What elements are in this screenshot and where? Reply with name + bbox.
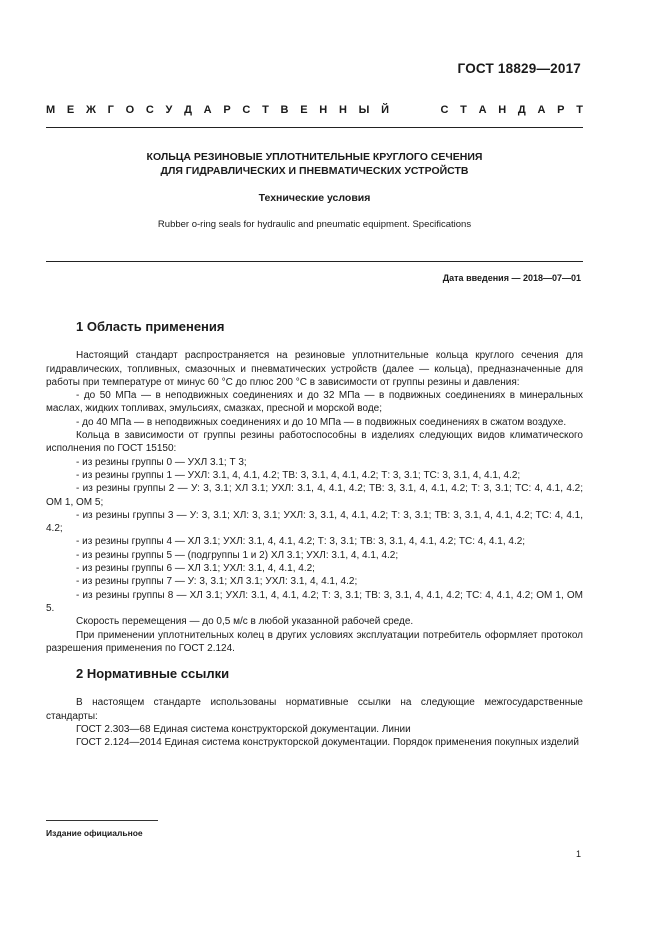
section-2-paragraph: ГОСТ 2.124—2014 Единая система конструкторской документации. Порядок применения покупных изделий — [76, 737, 579, 749]
introduction-date: Дата введения — 2018—07—01 — [442, 273, 581, 283]
banner-letter: Р — [557, 104, 565, 116]
title-line-1: КОЛЬЦА РЕЗИНОВЫЕ УПЛОТНИТЕЛЬНЫЕ КРУГЛОГО СЕЧЕНИЯ — [146, 151, 483, 163]
section-1-paragraph: При применении уплотнительных колец в других условиях эксплуатации потребитель оформляет протокол разрешения применения по ГОСТ 2.124. — [46, 629, 583, 654]
section-1-paragraph: Настоящий стандарт распространяется на резиновые уплотнительные кольца круглого сечения для гидравлических, топливных, смазочных и пневматических устройств (далее — кольца), предназначенные для работы при температуре от минус 60 °С до плюс 200 °С в зависимости от группы резины и давления: — [46, 350, 583, 388]
banner-word-gap — [401, 104, 429, 116]
banner-letter: У — [165, 104, 173, 116]
banner-letter: Д — [517, 104, 526, 116]
section-1-paragraph: - из резины группы 1 — УХЛ: 3.1, 4, 4.1, 4.2; ТВ: 3, 3.1, 4, 4.1, 4.2; Т: 3, 3.1; ТС: 3, 3.1, 4, 4.1, 4.2; — [76, 469, 521, 481]
footer-divider — [46, 820, 158, 821]
banner-letter: А — [478, 104, 487, 116]
banner-letter: М — [46, 104, 56, 116]
banner-letter: Ж — [85, 104, 96, 116]
banner-letter: Т — [262, 104, 269, 116]
section-2-paragraph: В настоящем стандарте использованы нормативные ссылки на следующие межгосударственные стандарты: — [46, 697, 583, 722]
section-1-paragraph: Кольца в зависимости от группы резины работоспособны в изделиях следующих видов климатического исполнения по ГОСТ 15150: — [46, 430, 583, 455]
banner-letter: А — [203, 104, 212, 116]
banner-letter: Т — [460, 104, 467, 116]
banner-letter: Е — [300, 104, 308, 116]
banner-letter: Д — [184, 104, 192, 116]
section-1-paragraph: - из резины группы 4 — ХЛ 3.1; УХЛ: 3.1, 4, 4.1, 4.2; Т: 3, 3.1; ТВ: 3, 3.1, 4, 4.1, 4.2; ТС: 4, 4.1, 4.2; — [76, 536, 526, 548]
middle-divider — [46, 261, 583, 262]
banner-letter: В — [280, 104, 289, 116]
english-title: Rubber o-ring seals for hydraulic and pneumatic equipment. Specifications — [157, 219, 472, 230]
section-1-paragraph: - до 50 МПа — в неподвижных соединениях и до 32 МПа — в подвижных соединениях в минеральных маслах, жидких топливах, эмульсиях, смазках, пресной и морской воде; — [46, 390, 583, 415]
banner-letter: Н — [319, 104, 328, 116]
document-title — [46, 150, 583, 178]
section-1-paragraph: - из резины группы 7 — У: 3, 3.1; ХЛ 3.1; УХЛ: 3.1, 4, 4.1, 4.2; — [76, 576, 358, 588]
section-1-paragraph: - из резины группы 8 — ХЛ 3.1; УХЛ: 3.1, 4, 4.1, 4.2; Т: 3, 3.1; ТВ: 3, 3.1, 4, 4.1, 4.2; ТС: 4, 4.1, 4.2; ОМ 1, ОМ 5. — [46, 589, 583, 614]
section-1-paragraph: - из резины группы 6 — ХЛ 3.1; УХЛ: 3.1, 4, 4.1, 4.2; — [76, 563, 315, 575]
banner-letter: Н — [498, 104, 507, 116]
document-body — [46, 320, 583, 750]
section-2-paragraph: ГОСТ 2.303—68 Единая система конструкторской документации. Линии — [76, 724, 411, 736]
section-1-paragraph: - из резины группы 0 — УХЛ 3.1; Т 3; — [76, 456, 247, 468]
top-divider — [46, 127, 583, 128]
section-1-paragraph: - из резины группы 2 — У: 3, 3.1; ХЛ 3.1; УХЛ: 3.1, 4, 4.1, 4.2; ТВ: 3, 3.1, 4, 4.1, 4.2; Т: 3, 3.1; ТС: 4, 4.1, 4.2; ОМ 1, ОМ 5; — [46, 483, 583, 508]
banner-letter: А — [537, 104, 546, 116]
section-1-paragraph: - из резины группы 5 — (подгруппы 1 и 2) ХЛ 3.1; УХЛ: 3.1, 4, 4.1, 4.2; — [76, 549, 399, 561]
section-1-paragraph: - до 40 МПа — в неподвижных соединениях и до 10 МПа — в подвижных соединениях в сжатом воздухе. — [76, 416, 567, 428]
banner-letter: Р — [223, 104, 231, 116]
interstate-standard-banner — [46, 104, 583, 116]
banner-letter: Е — [66, 104, 75, 116]
banner-letter: Ы — [358, 104, 370, 116]
section-1-paragraph: - из резины группы 3 — У: 3, 3.1; ХЛ: 3, 3.1; УХЛ: 3, 3.1, 4, 4.1, 4.2; Т: 3, 3.1; ТВ: 3, 3.1, 4, 4.1, 4.2; ТС: 4, 4.1, 4.2; — [46, 509, 583, 535]
banner-letter: С — [145, 104, 154, 116]
page-number: 1 — [575, 849, 581, 859]
title-line-2: ДЛЯ ГИДРАВЛИЧЕСКИХ И ПНЕВМАТИЧЕСКИХ УСТРОЙСТВ — [160, 165, 469, 177]
banner-letter: Н — [338, 104, 347, 116]
banner-letter: С — [242, 104, 251, 116]
banner-letter: Й — [381, 104, 390, 116]
document-subtitle: Технические условия — [258, 192, 371, 204]
banner-letter: Г — [107, 104, 114, 116]
section-2-heading: 2 Нормативные ссылки — [76, 666, 230, 682]
official-edition-label: Издание официальное — [46, 828, 143, 838]
section-1-heading: 1 Область применения — [76, 319, 225, 334]
banner-letter: О — [125, 104, 135, 116]
section-1-paragraph: Скорость перемещения — до 0,5 м/с в любой указанной рабочей среде. — [76, 616, 414, 628]
banner-letter: Т — [576, 104, 583, 116]
banner-letter: С — [440, 104, 449, 116]
document-number: ГОСТ 18829—2017 — [457, 61, 581, 76]
